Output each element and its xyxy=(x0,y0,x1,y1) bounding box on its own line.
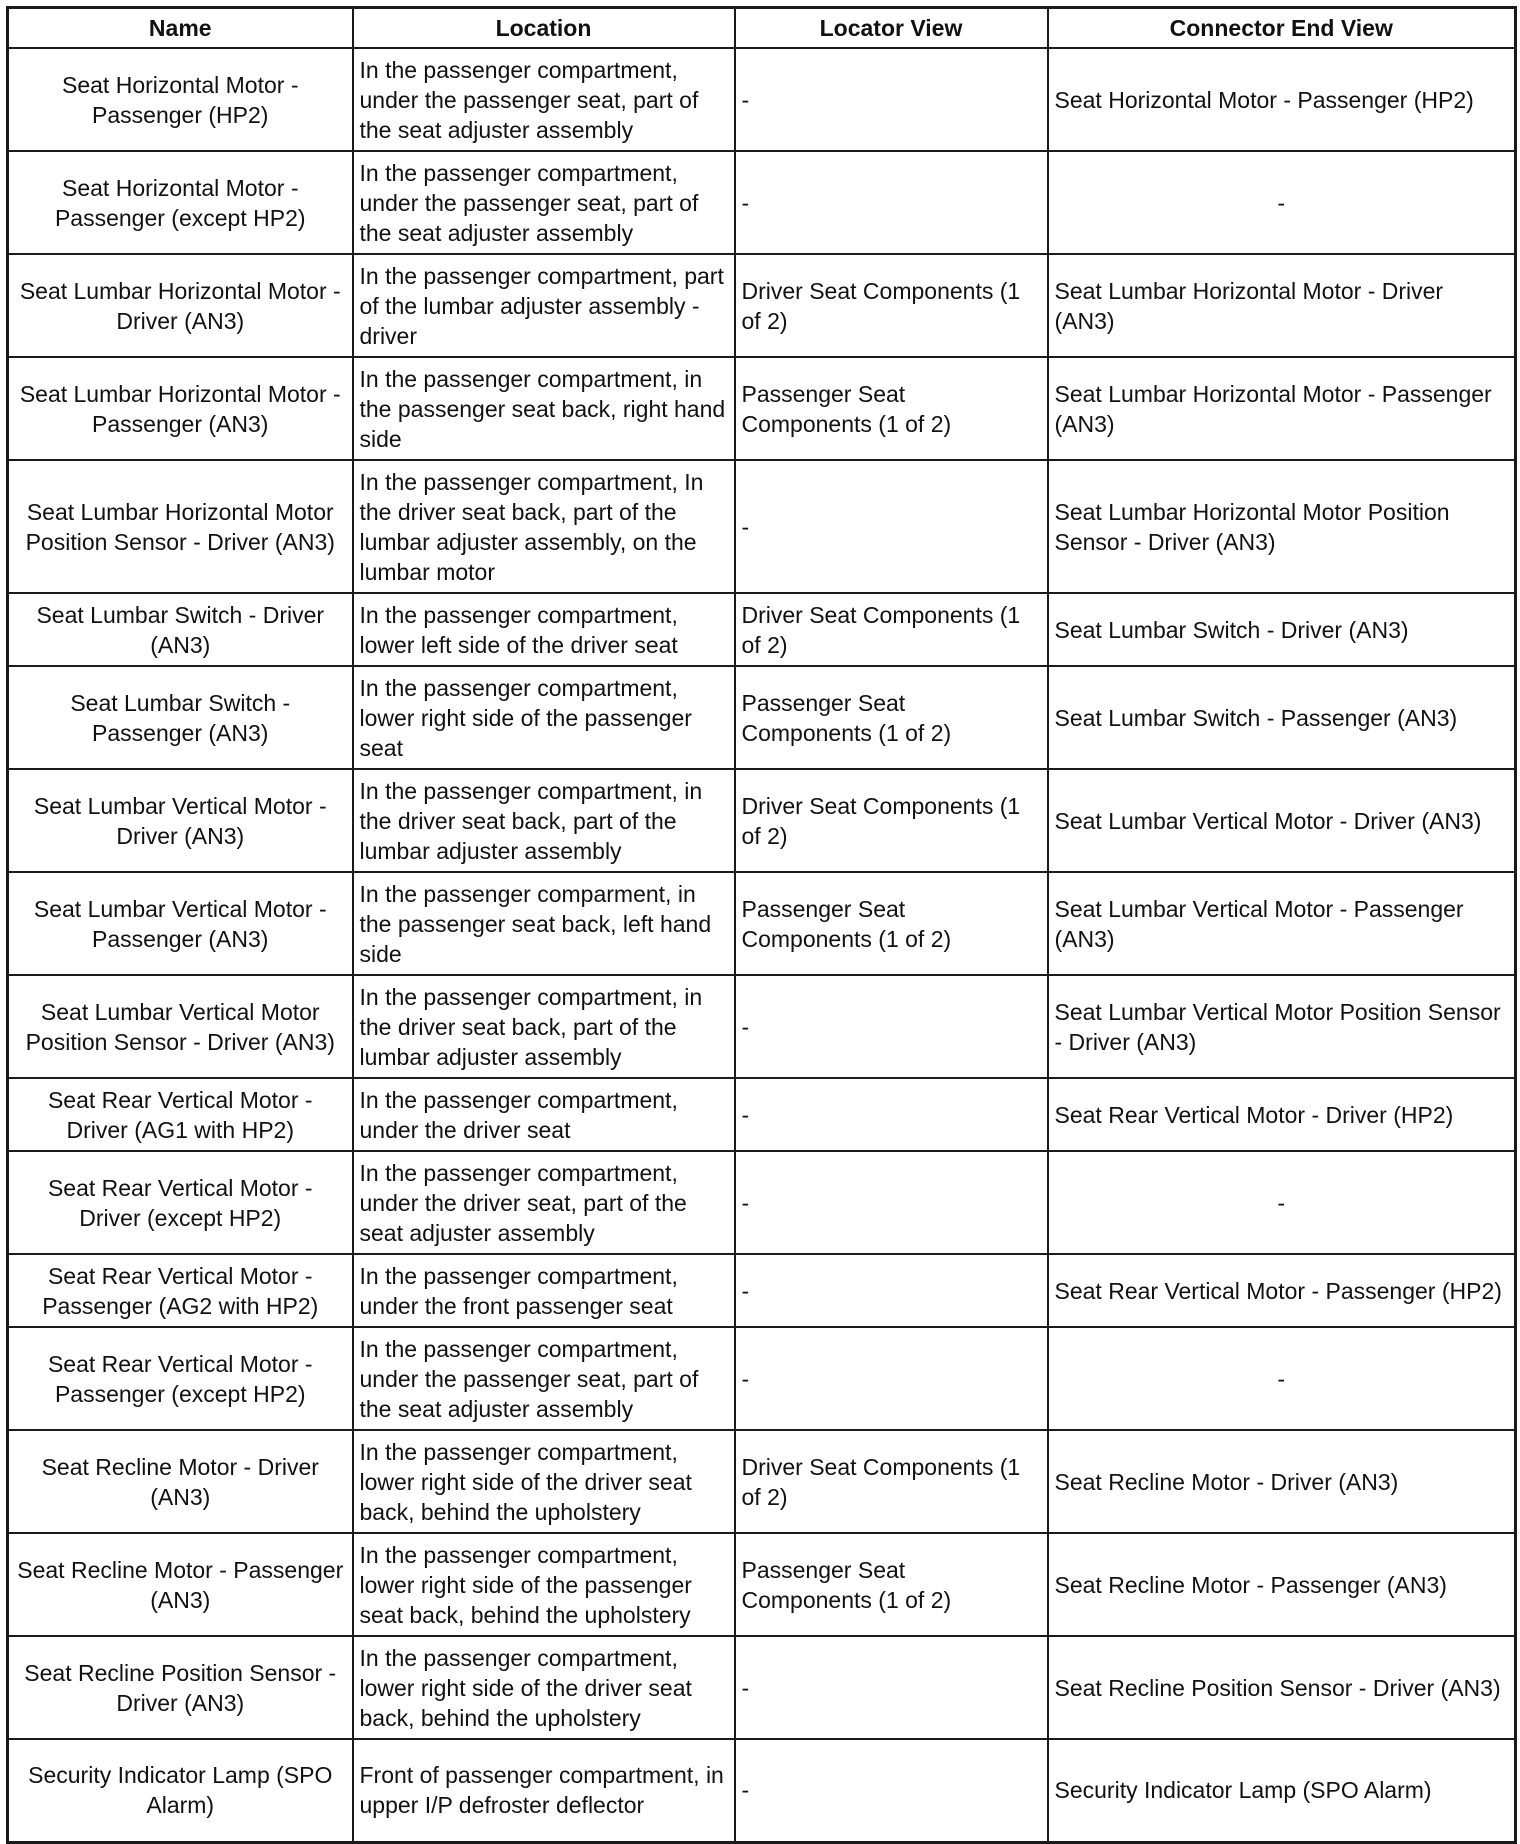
cell-locator-view: Passenger Seat Components (1 of 2) xyxy=(735,872,1048,975)
cell-name: Seat Horizontal Motor - Passenger (except HP2) xyxy=(8,151,353,254)
cell-connector-end-view: Seat Recline Position Sensor - Driver (AN3) xyxy=(1048,1636,1516,1739)
cell-name: Seat Lumbar Horizontal Motor - Driver (AN3) xyxy=(8,254,353,357)
cell-locator-view: - xyxy=(735,1636,1048,1739)
cell-name: Security Indicator Lamp (SPO Alarm) xyxy=(8,1739,353,1842)
cell-locator-view: Driver Seat Components (1 of 2) xyxy=(735,769,1048,872)
cell-connector-end-view: Seat Horizontal Motor - Passenger (HP2) xyxy=(1048,48,1516,151)
table-row xyxy=(8,872,1516,975)
table-row xyxy=(8,460,1516,593)
header-location: Location xyxy=(353,8,735,49)
cell-connector-end-view: Seat Lumbar Vertical Motor - Passenger (AN3) xyxy=(1048,872,1516,975)
cell-name: Seat Recline Position Sensor - Driver (AN3) xyxy=(8,1636,353,1739)
table-row xyxy=(8,48,1516,151)
cell-locator-view: - xyxy=(735,460,1048,593)
cell-connector-end-view: Seat Lumbar Switch - Driver (AN3) xyxy=(1048,593,1516,666)
cell-connector-end-view: Seat Lumbar Horizontal Motor - Driver (AN3) xyxy=(1048,254,1516,357)
cell-locator-view: - xyxy=(735,1254,1048,1327)
header-connector-end-view: Connector End View xyxy=(1048,8,1516,49)
table-row xyxy=(8,357,1516,460)
cell-locator-view: - xyxy=(735,1739,1048,1842)
table-row xyxy=(8,1254,1516,1327)
cell-location: Front of passenger compartment, in upper I/P defroster deflector xyxy=(353,1739,735,1842)
cell-connector-end-view: Seat Recline Motor - Passenger (AN3) xyxy=(1048,1533,1516,1636)
cell-connector-end-view: Seat Lumbar Horizontal Motor - Passenger (AN3) xyxy=(1048,357,1516,460)
cell-name: Seat Lumbar Vertical Motor - Passenger (AN3) xyxy=(8,872,353,975)
table-row xyxy=(8,254,1516,357)
cell-connector-end-view: - xyxy=(1048,1327,1516,1430)
cell-location: In the passenger compartment, under the driver seat, part of the seat adjuster assembly xyxy=(353,1151,735,1254)
cell-location: In the passenger comparment, in the passenger seat back, left hand side xyxy=(353,872,735,975)
cell-location: In the passenger compartment, in the passenger seat back, right hand side xyxy=(353,357,735,460)
table-row xyxy=(8,1739,1516,1842)
component-locator-table-wrapper xyxy=(6,6,1517,1844)
table-row xyxy=(8,1151,1516,1254)
cell-connector-end-view: Seat Lumbar Switch - Passenger (AN3) xyxy=(1048,666,1516,769)
table-row xyxy=(8,1327,1516,1430)
cell-locator-view: Passenger Seat Components (1 of 2) xyxy=(735,357,1048,460)
cell-locator-view: - xyxy=(735,975,1048,1078)
cell-locator-view: Driver Seat Components (1 of 2) xyxy=(735,593,1048,666)
cell-location: In the passenger compartment, in the driver seat back, part of the lumbar adjuster assembly xyxy=(353,975,735,1078)
cell-connector-end-view: Seat Rear Vertical Motor - Driver (HP2) xyxy=(1048,1078,1516,1151)
table-row xyxy=(8,1430,1516,1533)
cell-name: Seat Recline Motor - Passenger (AN3) xyxy=(8,1533,353,1636)
cell-name: Seat Lumbar Vertical Motor Position Sensor - Driver (AN3) xyxy=(8,975,353,1078)
cell-name: Seat Rear Vertical Motor - Driver (except HP2) xyxy=(8,1151,353,1254)
cell-name: Seat Rear Vertical Motor - Driver (AG1 with HP2) xyxy=(8,1078,353,1151)
table-row xyxy=(8,769,1516,872)
cell-location: In the passenger compartment, under the passenger seat, part of the seat adjuster assembly xyxy=(353,151,735,254)
cell-connector-end-view: Security Indicator Lamp (SPO Alarm) xyxy=(1048,1739,1516,1842)
cell-location: In the passenger compartment, lower right side of the passenger seat back, behind the upholstery xyxy=(353,1533,735,1636)
cell-location: In the passenger compartment, part of the lumbar adjuster assembly - driver xyxy=(353,254,735,357)
cell-location: In the passenger compartment, under the passenger seat, part of the seat adjuster assembly xyxy=(353,1327,735,1430)
cell-locator-view: Passenger Seat Components (1 of 2) xyxy=(735,1533,1048,1636)
cell-name: Seat Lumbar Horizontal Motor Position Sensor - Driver (AN3) xyxy=(8,460,353,593)
header-name: Name xyxy=(8,8,353,49)
cell-location: In the passenger compartment, under the passenger seat, part of the seat adjuster assembly xyxy=(353,48,735,151)
cell-name: Seat Horizontal Motor - Passenger (HP2) xyxy=(8,48,353,151)
cell-location: In the passenger compartment, lower right side of the passenger seat xyxy=(353,666,735,769)
cell-locator-view: Passenger Seat Components (1 of 2) xyxy=(735,666,1048,769)
cell-connector-end-view: Seat Lumbar Vertical Motor Position Sensor - Driver (AN3) xyxy=(1048,975,1516,1078)
cell-locator-view: - xyxy=(735,1078,1048,1151)
cell-connector-end-view: - xyxy=(1048,1151,1516,1254)
component-locator-table xyxy=(6,6,1517,1844)
table-row xyxy=(8,1078,1516,1151)
cell-connector-end-view: - xyxy=(1048,151,1516,254)
cell-locator-view: - xyxy=(735,1327,1048,1430)
cell-locator-view: - xyxy=(735,48,1048,151)
cell-name: Seat Recline Motor - Driver (AN3) xyxy=(8,1430,353,1533)
table-row xyxy=(8,593,1516,666)
table-row xyxy=(8,975,1516,1078)
cell-connector-end-view: Seat Lumbar Vertical Motor - Driver (AN3) xyxy=(1048,769,1516,872)
cell-locator-view: - xyxy=(735,151,1048,254)
table-row xyxy=(8,151,1516,254)
cell-connector-end-view: Seat Lumbar Horizontal Motor Position Sensor - Driver (AN3) xyxy=(1048,460,1516,593)
cell-connector-end-view: Seat Rear Vertical Motor - Passenger (HP2) xyxy=(1048,1254,1516,1327)
cell-name: Seat Rear Vertical Motor - Passenger (except HP2) xyxy=(8,1327,353,1430)
cell-name: Seat Lumbar Switch - Passenger (AN3) xyxy=(8,666,353,769)
table-row xyxy=(8,1533,1516,1636)
cell-location: In the passenger compartment, under the driver seat xyxy=(353,1078,735,1151)
cell-locator-view: - xyxy=(735,1151,1048,1254)
cell-name: Seat Lumbar Vertical Motor - Driver (AN3) xyxy=(8,769,353,872)
cell-location: In the passenger compartment, under the front passenger seat xyxy=(353,1254,735,1327)
cell-location: In the passenger compartment, In the driver seat back, part of the lumbar adjuster assembly, on the lumbar motor xyxy=(353,460,735,593)
cell-connector-end-view: Seat Recline Motor - Driver (AN3) xyxy=(1048,1430,1516,1533)
cell-location: In the passenger compartment, in the driver seat back, part of the lumbar adjuster assembly xyxy=(353,769,735,872)
table-row xyxy=(8,1636,1516,1739)
table-row xyxy=(8,666,1516,769)
header-row xyxy=(8,8,1516,49)
cell-locator-view: Driver Seat Components (1 of 2) xyxy=(735,1430,1048,1533)
cell-location: In the passenger compartment, lower right side of the driver seat back, behind the upholstery xyxy=(353,1430,735,1533)
cell-name: Seat Lumbar Switch - Driver (AN3) xyxy=(8,593,353,666)
cell-locator-view: Driver Seat Components (1 of 2) xyxy=(735,254,1048,357)
cell-location: In the passenger compartment, lower right side of the driver seat back, behind the upholstery xyxy=(353,1636,735,1739)
cell-name: Seat Lumbar Horizontal Motor - Passenger (AN3) xyxy=(8,357,353,460)
header-locator-view: Locator View xyxy=(735,8,1048,49)
cell-location: In the passenger compartment, lower left side of the driver seat xyxy=(353,593,735,666)
cell-name: Seat Rear Vertical Motor - Passenger (AG2 with HP2) xyxy=(8,1254,353,1327)
